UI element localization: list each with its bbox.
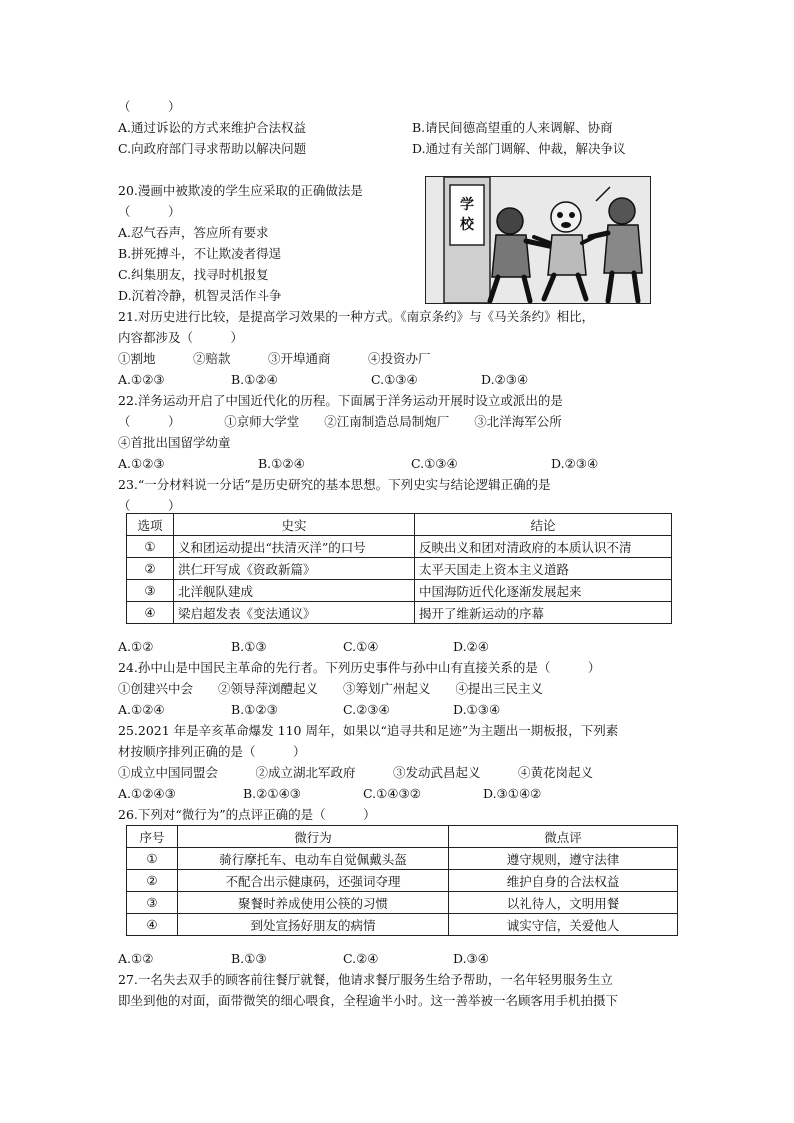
q21-items: ①割地 ②赔款 ③开埠通商 ④投资办厂 [118,351,431,366]
table-cell: 以礼待人，文明用餐 [449,892,678,914]
q24-option-c: C.②③④ [343,702,390,717]
table-cell: 骑行摩托车、电动车自觉佩戴头盔 [178,848,449,870]
table-row [127,914,678,936]
q22-stem-line2: （ ） ①京师大学堂 ②江南制造总局制炮厂 ③北洋海军公所 [118,414,562,429]
bully-left-head [497,208,523,234]
q26-option-c: C.②④ [343,951,379,966]
q21-option-b: B.①②④ [231,372,278,387]
table-header-row [127,826,678,848]
q20-option-b: B.拼死搏斗，不让欺凌者得逞 [118,246,282,261]
table-header: 选项 [127,514,174,536]
table-row [127,870,678,892]
table-cell: 中国海防近代化逐渐发展起来 [415,580,672,602]
q19-option-d: D.通过有关部门调解、仲裁，解决争议 [412,141,626,156]
table-cell: 到处宣扬好朋友的病情 [178,914,449,936]
q26-table [126,825,678,936]
q24-option-a: A.①②④ [118,702,165,717]
table-header: 序号 [127,826,178,848]
q25-stem-line2: 材按顺序排列正确的是（ ） [118,744,306,759]
q26-option-a: A.①② [118,951,154,966]
q24-items: ①创建兴中会 ②领导萍浏醴起义 ③筹划广州起义 ④提出三民主义 [118,681,544,696]
q24-stem: 24.孙中山是中国民主革命的先行者。下列历史事件与孙中山有直接关系的是（ ） [118,660,601,675]
q21-stem-line2: 内容都涉及（ ） [118,330,244,345]
school-sign [450,185,484,245]
table-cell: 义和团运动提出“扶清灭洋”的口号 [174,536,415,558]
q23-stem-line2: （ ） [118,498,181,513]
q25-option-a: A.①②④③ [118,786,176,801]
table-row [127,580,672,602]
table-cell: ② [127,558,174,580]
table-cell: 聚餐时养成使用公筷的习惯 [178,892,449,914]
q24-option-b: B.①②③ [231,702,278,717]
table-cell: ④ [127,602,174,624]
table-cell: 反映出义和团对清政府的本质认识不清 [415,536,672,558]
table-row [127,848,678,870]
table-row [127,892,678,914]
q25-items: ①成立中国同盟会 ②成立湖北军政府 ③发动武昌起义 ④黄花岗起义 [118,765,594,780]
q23-option-d: D.②④ [453,639,489,654]
q19-option-a: A.通过诉讼的方式来维护合法权益 [118,120,307,135]
table-cell: ② [127,870,178,892]
table-header: 史实 [174,514,415,536]
table-cell: ① [127,848,178,870]
q20-option-d: D.沉着冷静，机智灵活作斗争 [118,288,282,303]
q20-stem: 20.漫画中被欺凌的学生应采取的正确做法是 [118,183,363,198]
table-row [127,536,672,558]
q26-option-d: D.③④ [453,951,489,966]
q19-option-c: C.向政府部门寻求帮助以解决问题 [118,141,307,156]
q21-option-c: C.①③④ [371,372,418,387]
table-cell: 洪仁玕写成《资政新篇》 [174,558,415,580]
q23-option-b: B.①③ [231,639,267,654]
bullying-cartoon [425,176,651,304]
q26-stem: 26.下列对“微行为”的点评正确的是（ ） [118,807,376,822]
q20-paren: （ ） [118,204,181,219]
q27-line1: 27.一名失去双手的顾客前往餐厅就餐，他请求餐厅服务生给予帮助，一名年轻男服务生立 [118,972,613,987]
q22-stem-line3: ④首批出国留学幼童 [118,435,231,450]
q20-option-a: A.忍气吞声，答应所有要求 [118,225,269,240]
table-header: 微点评 [449,826,678,848]
table-cell: ③ [127,580,174,602]
q23-stem-line1: 23.“一分材料说一分话”是历史研究的基本思想。下列史实与结论逻辑正确的是 [118,477,551,492]
q19-paren: （ ） [118,99,181,114]
q25-stem-line1: 25.2021 年是辛亥革命爆发 110 周年，如果以“追寻共和足迹”为主题出一期板报，下列素 [118,723,619,738]
table-cell: ④ [127,914,178,936]
q26-option-b: B.①③ [231,951,267,966]
table-header: 微行为 [178,826,449,848]
table-cell: ① [127,536,174,558]
q22-stem-line1: 22.洋务运动开启了中国近代化的历程。下面属于洋务运动开展时设立或派出的是 [118,393,563,408]
table-row [127,558,672,580]
table-header: 结论 [415,514,672,536]
table-cell: 遵守规则，遵守法律 [449,848,678,870]
table-header-row [127,514,672,536]
table-cell: 北洋舰队建成 [174,580,415,602]
q25-option-c: C.①④③② [363,786,421,801]
q27-line2: 即坐到他的对面，面带微笑的细心喂食，全程逾半小时。这一善举被一名顾客用手机拍摄下 [118,993,619,1008]
sign-char-1: 学 [460,197,474,213]
table-cell: 维护自身的合法权益 [449,870,678,892]
q23-option-c: C.①④ [343,639,379,654]
q25-option-d: D.③①④② [483,786,542,801]
q19-option-b: B.请民间德高望重的人来调解、协商 [412,120,613,135]
table-row [127,602,672,624]
sign-char-2: 校 [460,217,474,233]
q22-option-d: D.②③④ [551,456,599,471]
table-cell: 诚实守信，关爱他人 [449,914,678,936]
q21-stem-line1: 21.对历史进行比较，是提高学习效果的一种方式。《南京条约》与《马关条约》相比， [118,309,595,324]
q24-option-d: D.①③④ [453,702,501,717]
table-cell: 太平天国走上资本主义道路 [415,558,672,580]
table-cell: ③ [127,892,178,914]
q23-option-a: A.①② [118,639,154,654]
q25-option-b: B.②①④③ [243,786,301,801]
victim-body [548,235,586,275]
table-cell: 揭开了维新运动的序幕 [415,602,672,624]
q21-option-d: D.②③④ [481,372,529,387]
table-cell: 梁启超发表《变法通议》 [174,602,415,624]
bully-right-head [609,198,635,224]
q23-table [126,513,672,624]
cartoon-drawing [426,177,650,303]
q22-option-a: A.①②③ [118,456,165,471]
q21-option-a: A.①②③ [118,372,165,387]
q20-option-c: C.纠集朋友，找寻时机报复 [118,267,269,282]
q22-option-b: B.①②④ [258,456,305,471]
q22-option-c: C.①③④ [411,456,458,471]
table-cell: 不配合出示健康码，还强词夺理 [178,870,449,892]
